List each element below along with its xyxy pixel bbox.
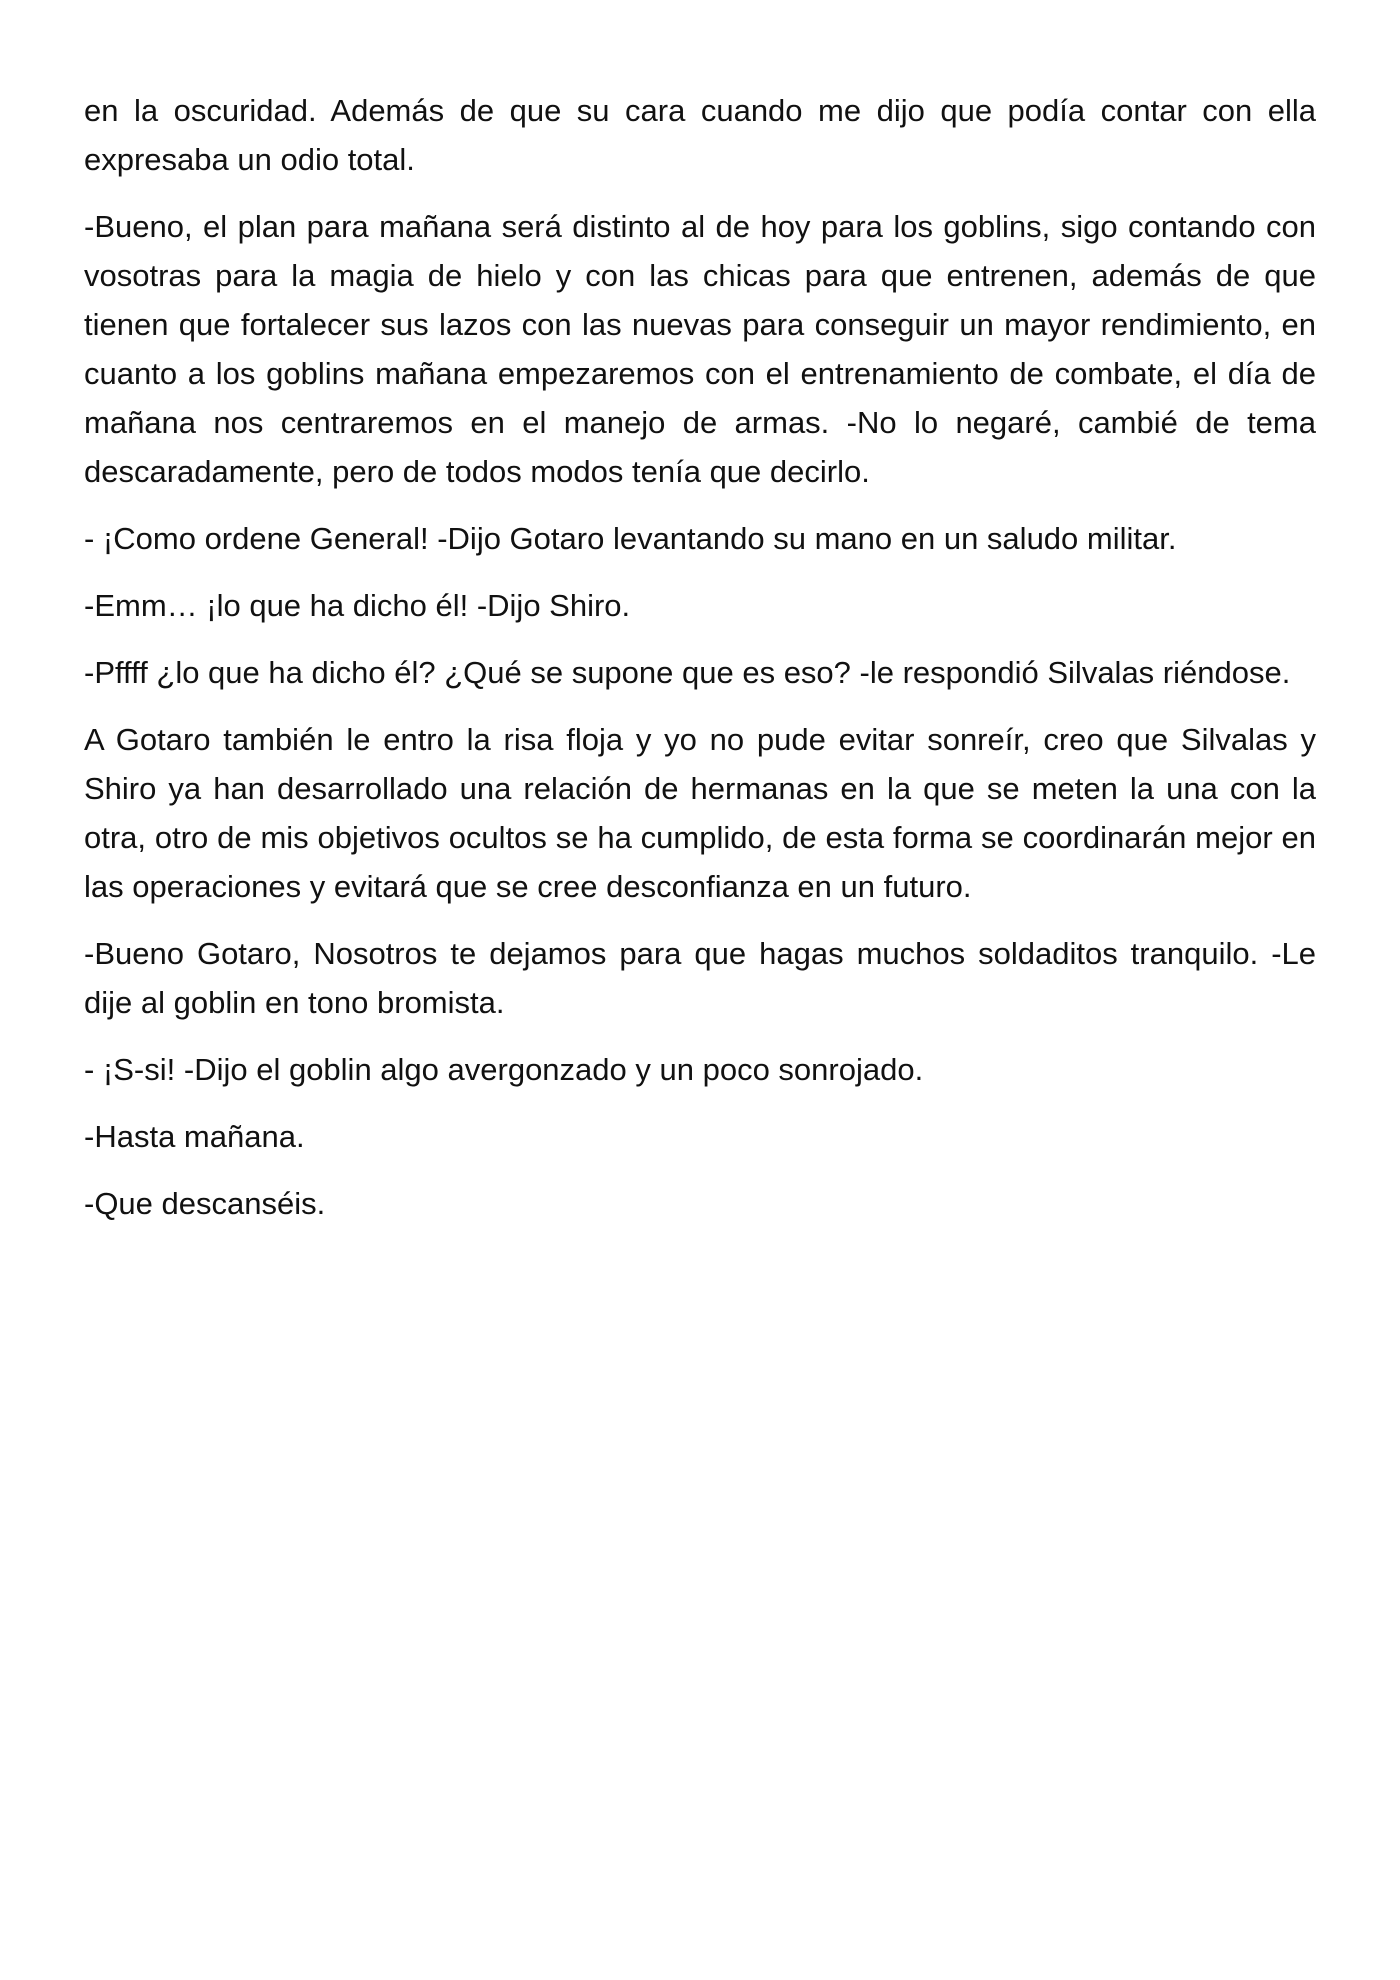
paragraph: A Gotaro también le entro la risa floja y yo no pude evitar sonreír, creo que Silvalas y Shiro ya han desarrollado una relación de hermanas en la que se meten la una con la otra, otro de mis objetivos ocultos se ha cumplido, de esta forma se coordinarán mejor en las operaciones y evitará que se cree desconfianza en un futuro. [84, 722, 1316, 904]
paragraph: -Bueno, el plan para mañana será distinto al de hoy para los goblins, sigo contando con vosotras para la magia de hielo y con las chicas para que entrenen, además de que tienen que fortalecer sus lazos con las nuevas para conseguir un mayor rendimiento, en cuanto a los goblins mañana empezaremos con el entrenamiento de combate, el día de mañana nos centraremos en el manejo de armas. -No lo negaré, cambié de tema descaradamente, pero de todos modos tenía que decirlo. [84, 209, 1316, 489]
paragraph: -Que descanséis. [84, 1186, 326, 1221]
paragraph: -Bueno Gotaro, Nosotros te dejamos para que hagas muchos soldaditos tranquilo. -Le dije al goblin en tono bromista. [84, 936, 1316, 1020]
paragraph: -Emm… ¡lo que ha dicho él! -Dijo Shiro. [84, 588, 631, 623]
document-body [84, 86, 1316, 1246]
paragraph: - ¡Como ordene General! -Dijo Gotaro levantando su mano en un saludo militar. [84, 521, 1177, 556]
paragraph: -Pffff ¿lo que ha dicho él? ¿Qué se supone que es eso? -le respondió Silvalas riéndose. [84, 655, 1291, 690]
paragraph: -Hasta mañana. [84, 1119, 305, 1154]
paragraph: en la oscuridad. Además de que su cara cuando me dijo que podía contar con ella expresaba un odio total. [84, 93, 1316, 177]
paragraph: - ¡S-si! -Dijo el goblin algo avergonzado y un poco sonrojado. [84, 1052, 924, 1087]
